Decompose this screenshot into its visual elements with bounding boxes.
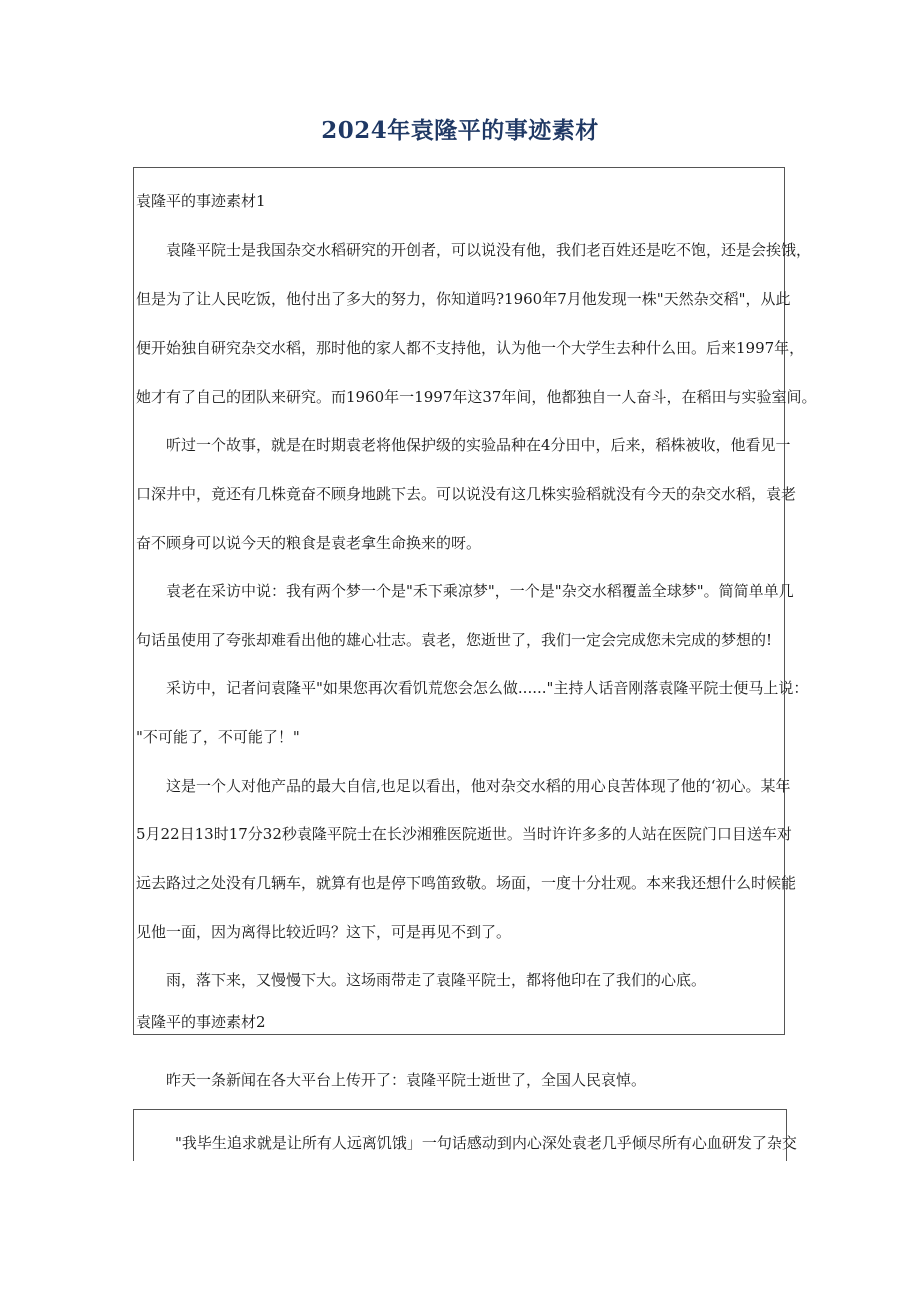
- section-heading-2: 袁隆平的事迹素材2: [136, 1013, 266, 1031]
- paragraph-line: 雨，落下来，又慢慢下大。这场雨带走了袁隆平院士，都将他印在了我们的心底。: [166, 971, 707, 989]
- paragraph-line: 袁隆平院士是我国杂交水稻研究的开创者，可以说没有他，我们老百姓还是吃不饱，还是会挨饿，: [166, 241, 812, 259]
- paragraph-line: 袁老在采访中说：我有两个梦一个是"禾下乘凉梦"，一个是"杂交水稻覆盖全球梦"。简简单单几: [166, 582, 794, 600]
- paragraph-line: 口深井中，竟还有几株竟奋不顾身地跳下去。可以说没有这几株实验稻就没有今天的杂交水稻，袁老: [136, 485, 797, 503]
- section-heading-1: 袁隆平的事迹素材1: [136, 192, 266, 210]
- paragraph-line: 奋不顾身可以说今天的粮食是袁老拿生命换来的呀。: [136, 534, 482, 552]
- paragraph-line: 但是为了让人民吃饭，他付出了多大的努力，你知道吗?1960年7月他发现一株"天然杂交稻"，从此: [136, 290, 791, 308]
- paragraph-line: "不可能了，不可能了！": [136, 728, 300, 746]
- paragraph-line: 她才有了自己的团队来研究。而1960年一1997年这37年间，他都独自一人奋斗，在稻田与实验室间。: [136, 388, 817, 406]
- paragraph-line: 这是一个人对他产品的最大自信,也足以看出，他对杂交水稻的用心良苦体现了他的‘初心。某年: [166, 777, 791, 795]
- paragraph-line: 昨天一条新闻在各大平台上传开了：袁隆平院士逝世了，全国人民哀悼。: [166, 1071, 647, 1089]
- paragraph-line: 见他一面，因为离得比较近吗？这下，可是再见不到了。: [136, 923, 512, 941]
- page-title: 2024年袁隆平的事迹素材: [321, 117, 599, 144]
- paragraph-line: 采访中，记者问袁隆平"如果您再次看饥荒您会怎么做......"主持人话音刚落袁隆平院士便马上说：: [166, 679, 809, 697]
- paragraph-line: "我毕生追求就是让所有人远离饥饿」一句话感动到内心深处袁老几乎倾尽所有心血研发了杂交: [175, 1134, 797, 1152]
- paragraph-line: 远去路过之处没有几辆车，就算有也是停下鸣笛致敬。场面，一度十分壮观。本来我还想什么时候能: [136, 874, 797, 892]
- paragraph-line: 便开始独自研究杂交水稻，那时他的家人都不支持他，认为他一个大学生去种什么田。后来1997年，: [136, 339, 805, 357]
- paragraph-line: 5月22日13时17分32秒袁隆平院士在长沙湘雅医院逝世。当时许许多多的人站在医院门口目送车对: [136, 825, 792, 843]
- paragraph-line: 句话虽使用了夸张却难看出他的雄心壮志。袁老，您逝世了，我们一定会完成您未完成的梦想的!: [136, 631, 773, 649]
- paragraph-line: 听过一个故事，就是在时期袁老将他保护级的实验品种在4分田中，后来，稻株被收，他看见一: [166, 436, 791, 454]
